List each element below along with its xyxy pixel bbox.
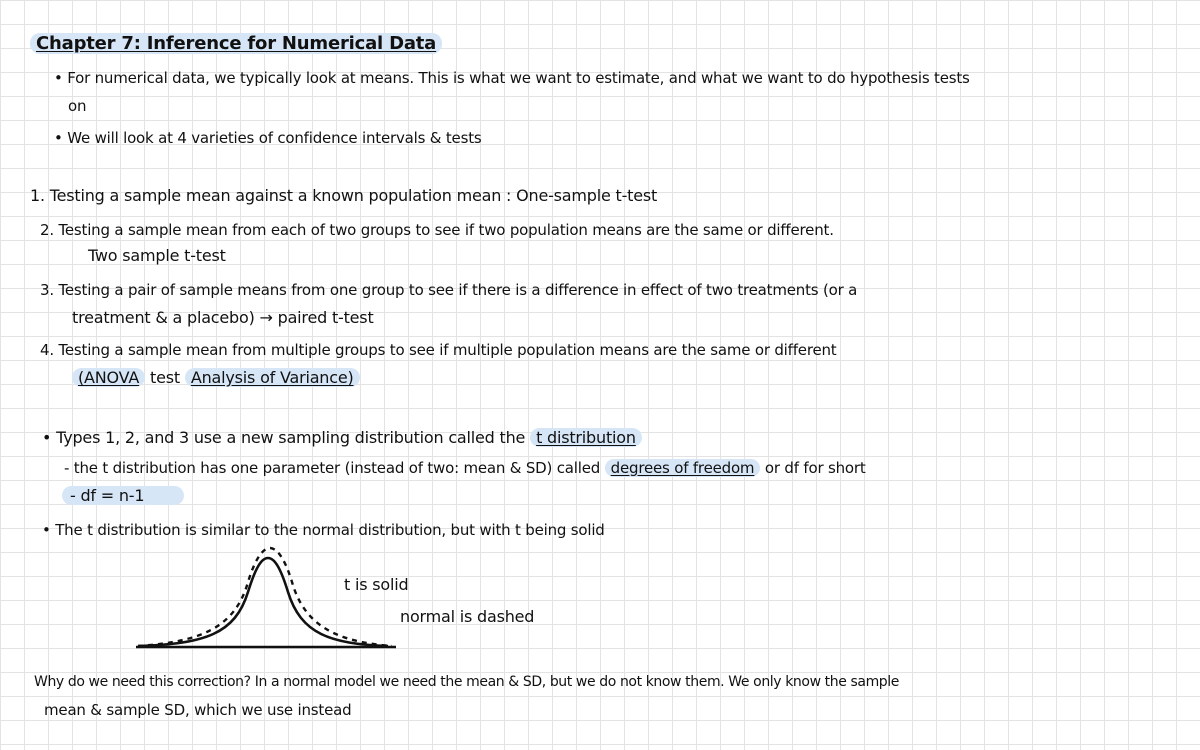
t-dist-parameter xyxy=(64,458,866,478)
df-highlight: - df = n-1 xyxy=(62,486,184,505)
normal-curve-dashed xyxy=(138,548,392,646)
list-item-4-line-2 xyxy=(72,368,360,388)
page-title xyxy=(30,34,442,54)
list-item-2-line-1: 2. Testing a sample mean from each of two groups to see if two population means are the same or different. xyxy=(40,221,834,239)
list-item-3-line-2 xyxy=(72,308,374,328)
treatment-text: treatment & a placebo) → xyxy=(72,308,273,327)
intro-bullet-1-line-1: • For numerical data, we typically look at means. This is what we want to estimate, and what we want to do hypothesis tests xyxy=(54,69,970,87)
list-item-1: 1. Testing a sample mean against a known population mean : One-sample t-test xyxy=(30,186,658,205)
analysis-of-variance-highlight: Analysis of Variance) xyxy=(185,368,360,387)
correction-question-line-1: Why do we need this correction? In a normal model we need the mean & SD, but we do not know them. We only know the sample xyxy=(34,674,899,690)
intro-bullet-2: • We will look at 4 varieties of confidence intervals & tests xyxy=(54,129,482,147)
list-item-3-line-1: 3. Testing a pair of sample means from one group to see if there is a difference in effect of two treatments (or a xyxy=(40,281,858,299)
degrees-of-freedom-highlight: degrees of freedom xyxy=(605,459,761,477)
anova-highlight: (ANOVA xyxy=(72,368,145,387)
types-text: • Types 1, 2, and 3 use a new sampling distribution called the xyxy=(42,428,526,447)
label-normal-dashed: normal is dashed xyxy=(400,607,535,626)
intro-bullet-1-line-2: on xyxy=(68,97,87,115)
t-curve-solid xyxy=(138,558,388,646)
t-distribution-highlight: t distribution xyxy=(530,428,642,447)
title-highlight: Chapter 7: Inference for Numerical Data xyxy=(30,33,442,54)
distribution-sketch xyxy=(130,542,410,652)
t-dist-similar: • The t distribution is similar to the normal distribution, but with t being solid xyxy=(42,521,605,539)
label-t-solid: t is solid xyxy=(344,575,409,594)
df-short-text: or df for short xyxy=(764,459,866,477)
t-dist-bullet xyxy=(42,428,642,448)
df-formula xyxy=(62,486,184,506)
paired-t-test: paired t-test xyxy=(277,308,374,327)
list-item-2-line-2: Two sample t-test xyxy=(88,246,226,265)
test-word: test xyxy=(150,368,180,387)
list-item-4-line-1: 4. Testing a sample mean from multiple groups to see if multiple population means are the same or different xyxy=(40,341,837,359)
correction-question-line-2: mean & sample SD, which we use instead xyxy=(44,701,352,719)
parameter-text: - the t distribution has one parameter (instead of two: mean & SD) called xyxy=(64,459,601,477)
